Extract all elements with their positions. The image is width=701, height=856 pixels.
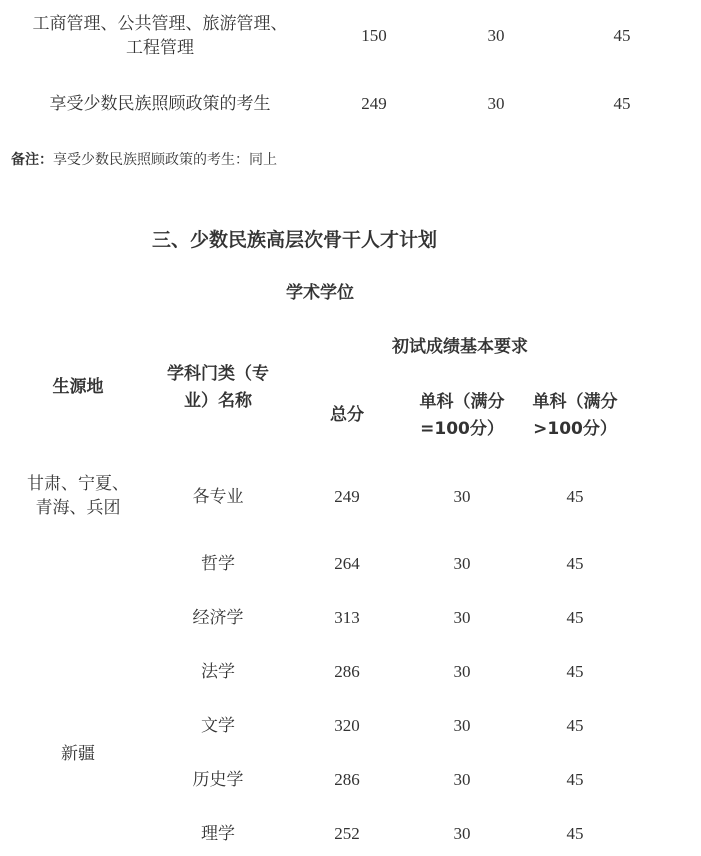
- row-single-100: 30: [453, 770, 471, 789]
- section-subtitle: 学术学位: [286, 283, 354, 303]
- row-total: 249: [334, 487, 360, 506]
- row-single-100: 30: [453, 608, 471, 627]
- top-row-1-single-gt100: 45: [613, 26, 631, 45]
- top-row-1-total: 150: [361, 26, 387, 45]
- row-single-gt100: 45: [566, 554, 584, 573]
- row-single-gt100: 45: [566, 487, 584, 506]
- top-row-2-total: 249: [361, 94, 387, 113]
- row-discipline: 经济学: [192, 608, 244, 628]
- header-group: 初试成绩基本要求: [392, 337, 528, 357]
- header-single-gt100: [515, 389, 635, 443]
- origin-group-1: [8, 472, 148, 520]
- row-single-gt100: 45: [566, 770, 584, 789]
- row-total: 320: [334, 716, 360, 735]
- row-discipline: 哲学: [201, 554, 235, 574]
- row-discipline: 历史学: [192, 770, 244, 790]
- row-total: 313: [334, 608, 360, 627]
- row-single-100: 30: [453, 716, 471, 735]
- row-total: 264: [334, 554, 360, 573]
- top-row-2-name: 享受少数民族照顾政策的考生: [49, 94, 271, 114]
- row-single-gt100: 45: [566, 824, 584, 843]
- origin-group-2: 新疆: [61, 744, 95, 764]
- header-discipline-line2: 业）名称: [184, 391, 252, 411]
- top-row-1-name: [10, 12, 310, 60]
- header-origin: 生源地: [52, 377, 104, 397]
- top-row-2-single-100: 30: [487, 94, 505, 113]
- note: [11, 150, 277, 170]
- row-single-100: 30: [453, 554, 471, 573]
- row-total: 286: [334, 770, 360, 789]
- row-single-100: 30: [453, 487, 471, 506]
- top-row-1-name-line2: 工程管理: [126, 38, 194, 58]
- top-row-2-single-gt100: 45: [613, 94, 631, 113]
- header-total: 总分: [330, 405, 364, 425]
- header-single-100: [402, 389, 522, 443]
- row-discipline: 文学: [201, 716, 235, 736]
- top-row-1-name-line1: 工商管理、公共管理、旅游管理、: [32, 14, 288, 34]
- row-single-gt100: 45: [566, 716, 584, 735]
- origin-group-1-line1: 甘肃、宁夏、: [27, 474, 129, 494]
- row-discipline: 各专业: [192, 487, 244, 507]
- row-single-gt100: 45: [566, 608, 584, 627]
- header-discipline-line1: 学科门类（专: [167, 364, 269, 384]
- note-text: 享受少数民族照顾政策的考生：同上: [53, 152, 277, 168]
- header-single-gt100-line2: >100分）: [533, 419, 617, 439]
- origin-group-1-line2: 青海、兵团: [35, 498, 121, 518]
- section-title: 三、少数民族高层次骨干人才计划: [152, 229, 438, 251]
- header-single-100-line1: 单科（满分: [419, 392, 505, 412]
- row-single-gt100: 45: [566, 662, 584, 681]
- row-single-100: 30: [453, 662, 471, 681]
- note-label: 备注：: [11, 152, 53, 168]
- row-single-100: 30: [453, 824, 471, 843]
- row-total: 286: [334, 662, 360, 681]
- header-single-gt100-line1: 单科（满分: [532, 392, 618, 412]
- header-single-100-line2: =100分）: [420, 419, 504, 439]
- row-total: 252: [334, 824, 360, 843]
- header-discipline: [143, 361, 293, 415]
- row-discipline: 法学: [201, 662, 235, 682]
- row-discipline: 理学: [201, 824, 235, 844]
- top-row-1-single-100: 30: [487, 26, 505, 45]
